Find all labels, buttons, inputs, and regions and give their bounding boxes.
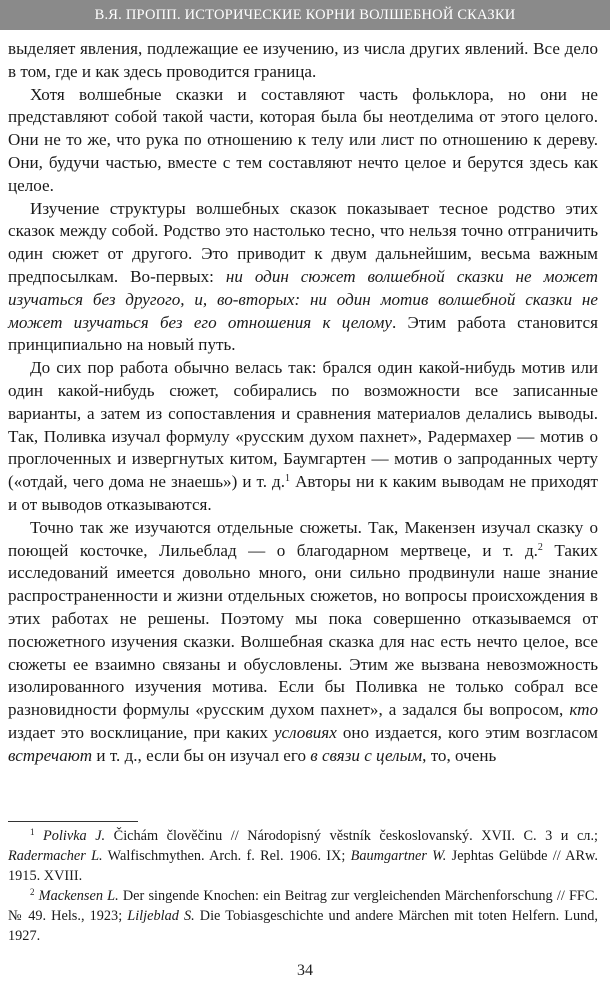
paragraph-1: выделяет явления, подлежащие ее изучению, из числа других явлений. Все дело в том, где и как здесь проводится граница. [8,39,598,81]
footnote-ref-1[interactable]: 1 [285,473,291,485]
footnote-ref-2[interactable]: 2 [537,541,543,553]
page-number: 34 [297,962,313,979]
footnote-1-author-2: Radermacher L. [8,848,103,864]
main-text [8,38,598,768]
paragraph-5-text-e: и т. д., если бы он изучал его [92,745,311,765]
paragraph-4 [8,357,598,517]
footnote-2-text-2: Die Tobiasgeschichte und andere Märchen mit toten Helfern. Lund, 1927. [8,908,598,944]
paragraph-5-text-a: Точно так же изучаются отдельные сюжеты. Так, Макензен изучал сказку о поющей косточке, Лильеблад — о благодарном мертвеце, и т. д. [8,517,598,560]
running-title: В.Я. ПРОПП. ИСТОРИЧЕСКИЕ КОРНИ ВОЛШЕБНОЙ СКАЗКИ [94,6,516,23]
paragraph-5-text-f: , то, очень [422,745,497,765]
running-header [0,0,610,30]
footnote-1-author-1: Polivka J. [43,828,106,844]
footnotes [8,826,598,946]
footnote-2 [8,886,598,946]
emphasis-vstrechayut: встречают [8,745,93,765]
footnote-1-text-3: Jephtas Gelübde // ARw. 1915. XVIII. [8,848,599,884]
footnote-2-text-1: Der singende Knochen: ein Beitrag zur vergleichenden Märchenforschung // FFC. № 49. Hels., 1923; [8,888,598,924]
footnote-divider [8,821,138,822]
emphasis-kto: кто [569,700,598,720]
paragraph-5-text-d: оно издается, кого этим возгласом [336,722,598,742]
paragraph-3 [8,198,598,358]
footnote-2-number: 2 [30,887,35,897]
emphasis-usloviyakh: условиях [273,722,337,742]
footnote-1-text-2: Walfischmythen. Arch. f. Rel. 1906. IX; [102,848,351,864]
paragraph-4-text-a: До сих пор работа обычно велась так: брался один какой-нибудь мотив или один какой-нибудь сюжет, собирались по возможности все записанные варианты, а затем из сопоставления и сравнения материалов делались выводы. Так, Поливка изучал формулу «русским духом пахнет», Радермахер — мотив о проглоченных и извергнутых китом, Баумгартен — мотив о запроданных черту («отдай, чего дома не знаешь») и т. д. [8,358,598,492]
paragraph-3-text-b: . Этим работа становится принципиально на новый путь. [8,312,598,355]
footnote-1-number: 1 [30,827,35,837]
paragraph-2: Хотя волшебные сказки и составляют часть фольклора, но они не представляют собой такой части, которая была бы неотделима от этого целого. Они не то же, что рука по отношению к телу или лист по отношению к дереву. Они, будучи частью, вместе с тем составляют нечто целое и берутся здесь как целое. [8,84,598,195]
paragraph-3-text-a: Изучение структуры волшебных сказок показывает тесное родство этих сказок между собой. Родство это настолько тесно, что нельзя точно отграничить один сюжет от другого. Это приводит к двум дальнейшим, весьма важным предпосылкам. Во-первых: [8,198,598,286]
paragraph-3-emphasis: ни один сюжет волшебной сказки не может изучаться без другого, и, во-вторых: ни один мотив волшебной сказки не может изучаться без его отношения к целому [8,266,598,332]
paragraph-4-text-b: Авторы ни к каким выводам не приходят и от выводов отказываются. [8,472,598,514]
paragraph-5-text-c: издает это восклицание, при каких [8,722,274,742]
footnote-2-author-1: Mackensen L. [38,888,119,904]
footnote-1 [8,826,598,886]
footnote-1-text-1: Čichám člověčinu // Národopisný věstník českoslovanský. XVII. С. 3 и сл.; [105,828,598,844]
footnote-2-author-2: Liljeblad S. [127,908,195,924]
paragraph-5-text-b: Таких исследований имеется довольно много, они сильно продвинули наше знание распространенности и жизни отдельных сюжетов, но вопросы происхождения в этих работах не решены. Поэтому мы пока совершенно отказываемся от посюжетного изучения сказки. Волшебная сказка для нас есть нечто целое, все сюжеты ее взаимно связаны и обусловлены. Этим же вызвана невозможность изолированного изучения мотива. Если бы Поливка не только собрал все разновидности формулы «русским духом пахнет», а задался бы вопросом, [8,540,598,720]
footnote-1-author-3: Baumgartner W. [350,848,447,864]
emphasis-svyazi: в связи с целым [310,745,423,765]
paragraph-5 [8,517,598,768]
